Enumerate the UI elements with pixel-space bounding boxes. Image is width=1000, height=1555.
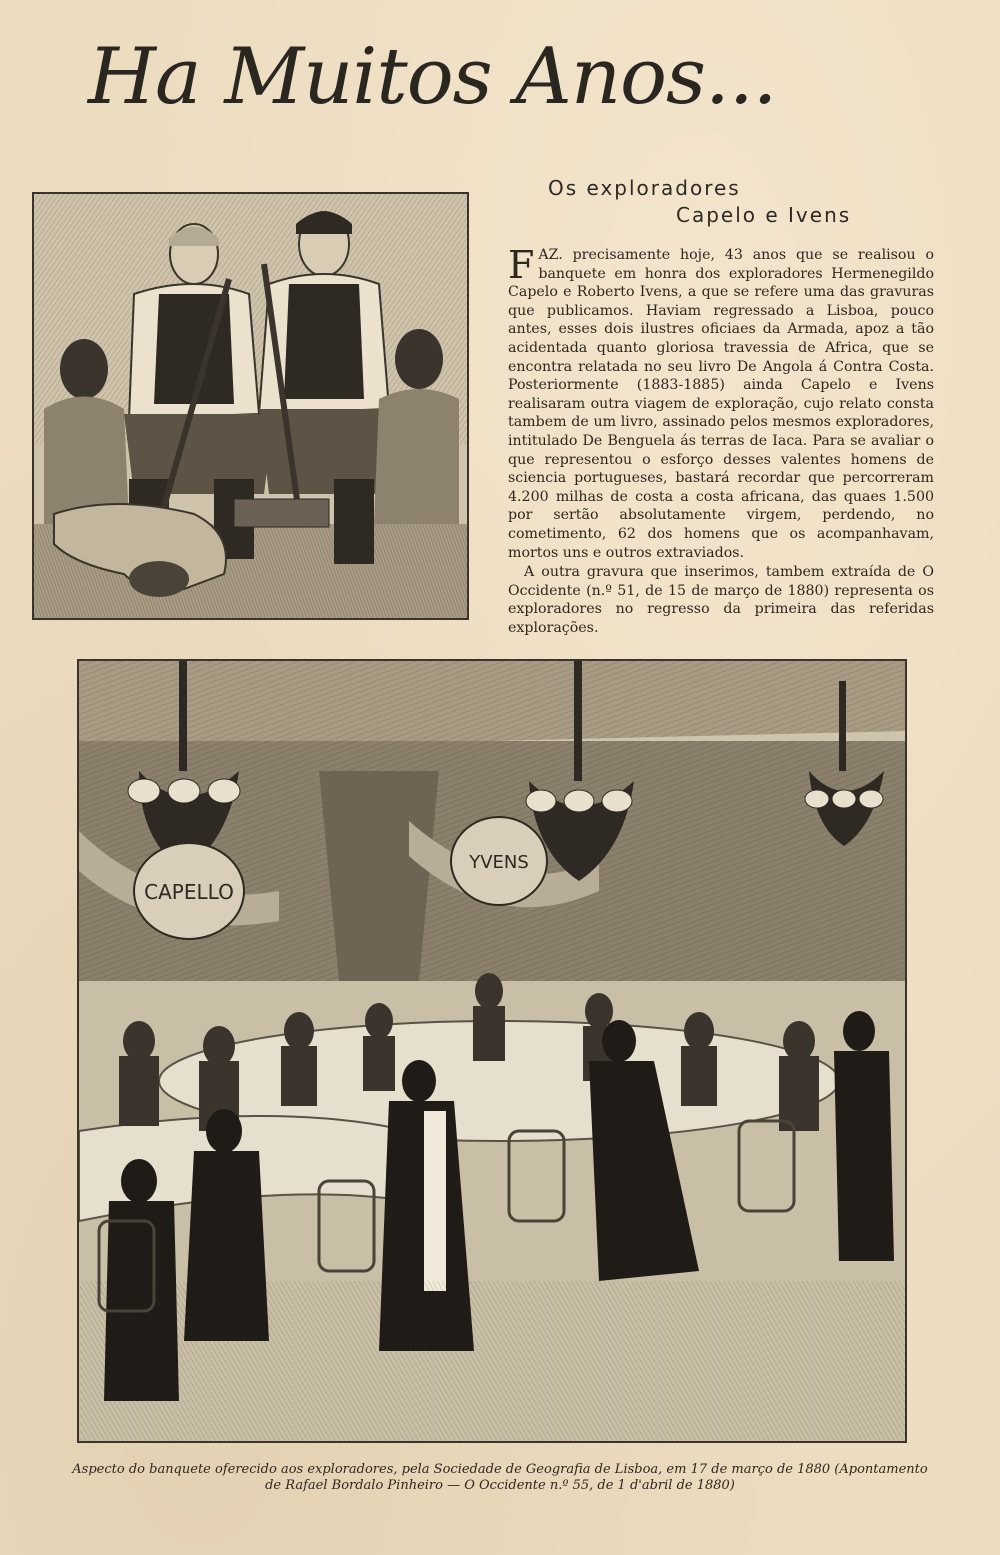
article-heading-line1: Os exploradores — [548, 176, 741, 200]
caption-line-2: de Rafael Bordalo Pinheiro — O Occidente n.º 55, de 1 d'abril de 1880) — [265, 1478, 735, 1493]
drop-cap: F — [508, 243, 535, 287]
article-body — [508, 243, 934, 637]
page-title: Ha Muitos Anos... — [88, 32, 777, 122]
article-heading-line2: Capelo e Ivens — [676, 203, 852, 227]
explorers-portrait-engraving — [32, 192, 469, 620]
banner-capelo: CAPELLO — [144, 880, 234, 904]
banner-ivens: YVENS — [469, 852, 529, 873]
article-paragraph-1: AZ. precisamente hoje, 43 anos que se realisou o banquete em honra dos exploradores Hermenegildo Capelo e Roberto Ivens, a que se refere uma das gravuras que publicamos. Haviam regressado a Lisboa, pouco antes, esses dois ilustres oficiaes da Armada, apoz a tão acidentada quanto gloriosa travessia de Africa, que se encontra relatada no seu livro De Angola á Contra Costa. Posteriormente (1883-1885) ainda Capelo e Ivens realisaram outra viagem de exploração, cujo relato consta tambem de um livro, assinado pelos mesmos exploradores, intitulado De Benguela ás terras de Iaca. Para se avaliar o que representou o esforço desses valentes homens de sciencia portugueses, bastará recordar que percorreram 4.200 milhas de costa a costa africana, das quaes 1.500 por sertão absolutamente virgem, perdendo, no cometimento, 62 dos homens que os acompanhavam, mortos uns e outros extraviados. — [508, 247, 934, 561]
article-paragraph-2: A outra gravura que inserimos, tambem extraída de O Occidente (n.º 51, de 15 de março de 1880) representa os exploradores no regresso da primeira das referidas explorações. — [508, 564, 934, 636]
banquet-scene-image — [79, 661, 905, 1441]
illustration-caption — [40, 1462, 960, 1494]
banquet-engraving — [77, 659, 907, 1443]
caption-line-1: Aspecto do banquete oferecido aos exploradores, pela Sociedade de Geografia de Lisboa, em 17 de março de 1880 (Apontamento — [72, 1462, 928, 1477]
explorers-portrait-image — [34, 194, 467, 618]
